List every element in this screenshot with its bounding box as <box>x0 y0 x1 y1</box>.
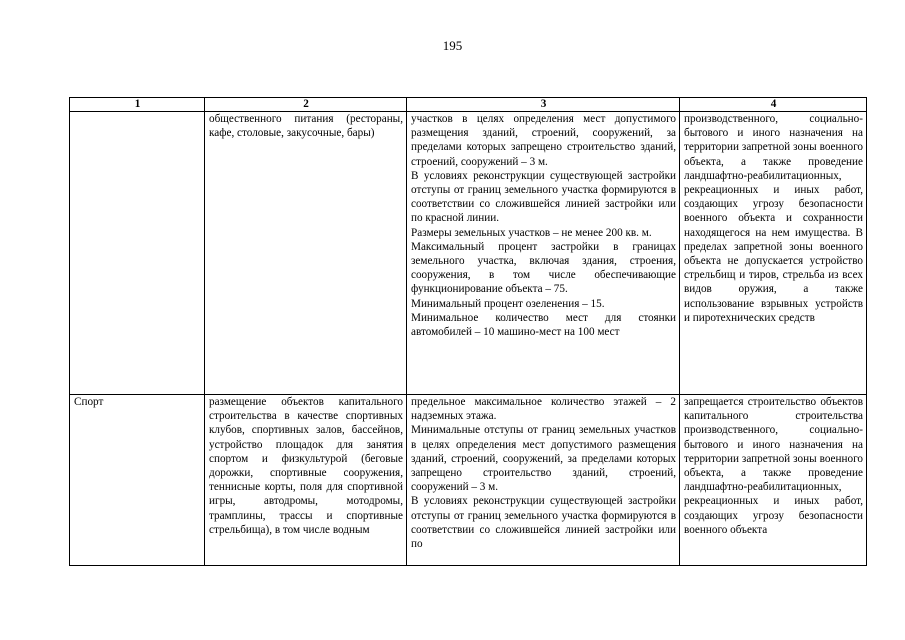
parameter-paragraph: Минимальное количество мест для стоянки автомобилей – 10 машино-мест на 100 мест <box>411 311 676 339</box>
parameters-cell <box>407 395 680 566</box>
land-use-type-cell: Спорт <box>70 395 205 566</box>
land-use-description-cell: общественного питания (рестораны, кафе, столовые, закусочные, бары) <box>205 112 407 395</box>
land-use-type-cell <box>70 112 205 395</box>
parameters-cell <box>407 112 680 395</box>
land-use-description-cell: размещение объектов капитального строительства в качестве спортивных клубов, спортивных залов, бассейнов, устройство площадок для занятия спортом и физкультурой (беговые дорожки, спортивные сооружения, теннисные корты, поля для спортивной игры, автодромы, мотодромы, трамплины, трассы и спортивные стрельбища), в том числе водным <box>205 395 407 566</box>
page-number: 195 <box>442 38 463 53</box>
column-header-2: 2 <box>205 98 407 112</box>
zoning-regulations-table <box>69 97 867 566</box>
table-header-row <box>70 98 867 112</box>
column-header-1: 1 <box>70 98 205 112</box>
column-header-4: 4 <box>680 98 867 112</box>
parameter-paragraph: Максимальный процент застройки в границах земельного участка, включая здания, строения, сооружения, в том числе обеспечивающие функционирование объекта – 75. <box>411 240 676 296</box>
parameter-paragraph: В условиях реконструкции существующей застройки отступы от границ земельного участка формируются в соответствии со сложившейся линией застройки или по красной линии. <box>411 169 676 225</box>
parameter-paragraph: Размеры земельных участков – не менее 200 кв. м. <box>411 226 652 239</box>
parameter-paragraph: В условиях реконструкции существующей застройки отступы от границ земельного участка формируются в соответствии со сложившейся линией застройки или по <box>411 495 676 551</box>
restrictions-cell: запрещается строительство объектов капитального строительства производственного, социально-бытового и иного назначения на территории запретной зоны военного объекта, а также проведение ландшафтно-реабилитационных, рекреационных и иных работ, создающих угрозу безопасности военного объекта <box>680 395 867 566</box>
parameter-paragraph: участков в целях определения мест допустимого размещения зданий, строений, сооружений, за пределами которых запрещено строительство зданий, строений, сооружений – 3 м. <box>411 113 676 168</box>
parameter-paragraph: Минимальные отступы от границ земельных участков в целях определения мест допустимого размещения зданий, строений, сооружений, за пределами которых запрещено строительство зданий, строений, сооружений – 3 м. <box>411 424 676 494</box>
parameter-paragraph: предельное максимальное количество этажей – 2 надземных этажа. <box>411 396 676 423</box>
table-row <box>70 395 867 566</box>
column-header-3: 3 <box>407 98 680 112</box>
restrictions-cell: производственного, социально-бытового и иного назначения на территории запретной зоны военного объекта, а также проведение ландшафтно-реабилитационных, рекреационных и иных работ, создающих угрозу безопасности военного объекта и сохранности находящегося на нем имущества. В пределах запретной зоны военного объекта не допускается устройство стрельбищ и тиров, стрельба из всех видов оружия, а также использование взрывных устройств и пиротехнических средств <box>680 112 867 395</box>
parameter-paragraph: Минимальный процент озеленения – 15. <box>411 297 605 310</box>
table-row <box>70 112 867 395</box>
